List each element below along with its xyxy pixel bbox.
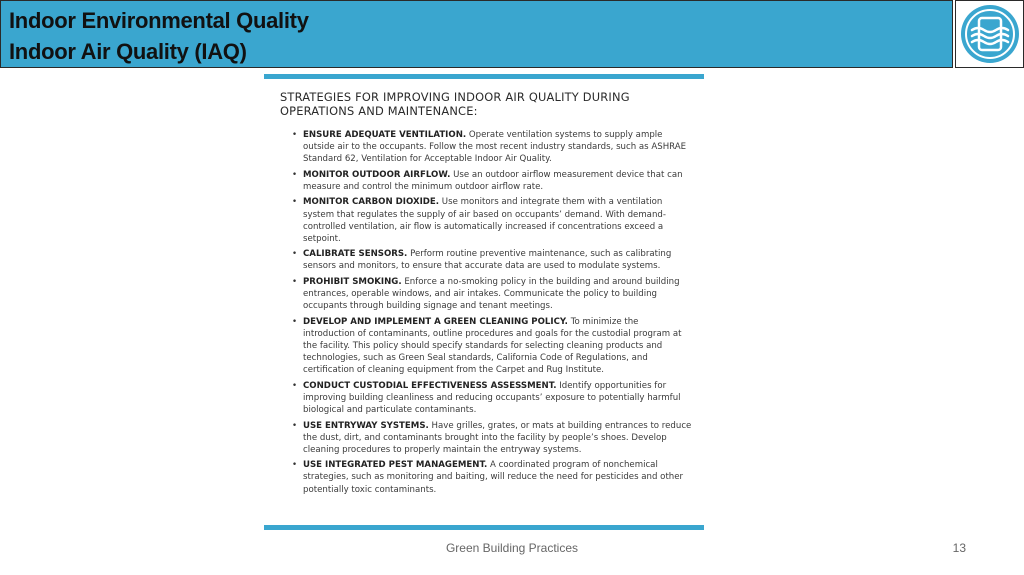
list-item-heading: MONITOR OUTDOOR AIRFLOW. — [303, 169, 451, 180]
list-item-body: Use an outdoor airflow measurement device that can measure and control the minimum outdoor airflow rate. — [303, 169, 683, 192]
list-item-body: Enforce a no-smoking policy in the building and around building entrances, operable windows, and air intakes. Communicate the policy to building occupants through building signage and tenant meetings. — [303, 277, 680, 312]
logo-box — [955, 0, 1024, 68]
list-item-body: To minimize the introduction of contaminants, outline procedures and goals for the custodial program at the facility. This policy should specify standards for selecting cleaning products and technologies, such as Green Seal standards, California Code of Regulations, and certification of cleaning equipment from the Carpet and Rug Institute. — [303, 316, 682, 376]
title-bar — [0, 0, 953, 68]
list-item — [292, 459, 692, 495]
strategies-document — [264, 74, 704, 530]
document-bottom-rule — [264, 525, 704, 530]
list-item-heading: ENSURE ADEQUATE VENTILATION. — [303, 130, 467, 140]
list-item-body: Operate ventilation systems to supply ample outside air to the occupants. Follow the most recent industry standards, such as ASHRAE Standard 62, Ventilation for Acceptable Indoor Air Quality. — [303, 130, 687, 165]
list-item-body: Have grilles, grates, or mats at building entrances to reduce the dust, dirt, and contaminants brought into the facility by people’s shoes. Develop cleaning procedures to properly maintain the entryway systems. — [303, 420, 692, 455]
list-item — [292, 169, 692, 193]
list-item — [292, 129, 692, 165]
list-item-heading: PROHIBIT SMOKING. — [303, 277, 402, 288]
document-top-rule — [264, 74, 704, 79]
list-item-heading: MONITOR CARBON DIOXIDE. — [303, 197, 440, 208]
slide-title: Indoor Environmental Quality — [9, 8, 309, 33]
list-item — [292, 420, 692, 456]
air-quality-logo-icon — [959, 3, 1021, 65]
slide-subtitle: Indoor Air Quality (IAQ) — [9, 39, 247, 64]
list-item-body: Identify opportunities for improving building cleanliness and reducing occupants’ exposure to potentially harmful biological and particulate contaminants. — [303, 380, 681, 415]
list-item-body: Perform routine preventive maintenance, such as calibrating sensors and monitors, to ensure that accurate data are used to modulate systems. — [303, 249, 672, 272]
list-item-heading: DEVELOP AND IMPLEMENT A GREEN CLEANING POLICY. — [303, 316, 568, 327]
list-item-heading: USE ENTRYWAY SYSTEMS. — [303, 420, 429, 431]
list-item-heading: USE INTEGRATED PEST MANAGEMENT. — [303, 460, 488, 471]
list-item-body: Use monitors and integrate them with a ventilation system that regulates the supply of air based on occupants’ demand. With demand-controlled ventilation, air flow is automatically increased if concentrations exceed a setpoint. — [303, 197, 666, 244]
list-item-body: A coordinated program of nonchemical strategies, such as monitoring and baiting, will reduce the need for pesticides and other potentially toxic contaminants. — [303, 460, 684, 495]
list-item-heading: CONDUCT CUSTODIAL EFFECTIVENESS ASSESSMENT. — [303, 380, 557, 391]
list-item — [292, 196, 692, 244]
strategy-list — [292, 129, 692, 499]
list-item — [292, 248, 692, 272]
document-heading: STRATEGIES FOR IMPROVING INDOOR AIR QUALITY DURING OPERATIONS AND MAINTENANCE: — [280, 90, 630, 118]
list-item — [292, 316, 692, 376]
list-item — [292, 380, 692, 416]
footer-text: Green Building Practices — [445, 541, 579, 555]
list-item-heading: CALIBRATE SENSORS. — [303, 249, 408, 260]
list-item — [292, 276, 692, 312]
page-number: 13 — [952, 541, 966, 555]
